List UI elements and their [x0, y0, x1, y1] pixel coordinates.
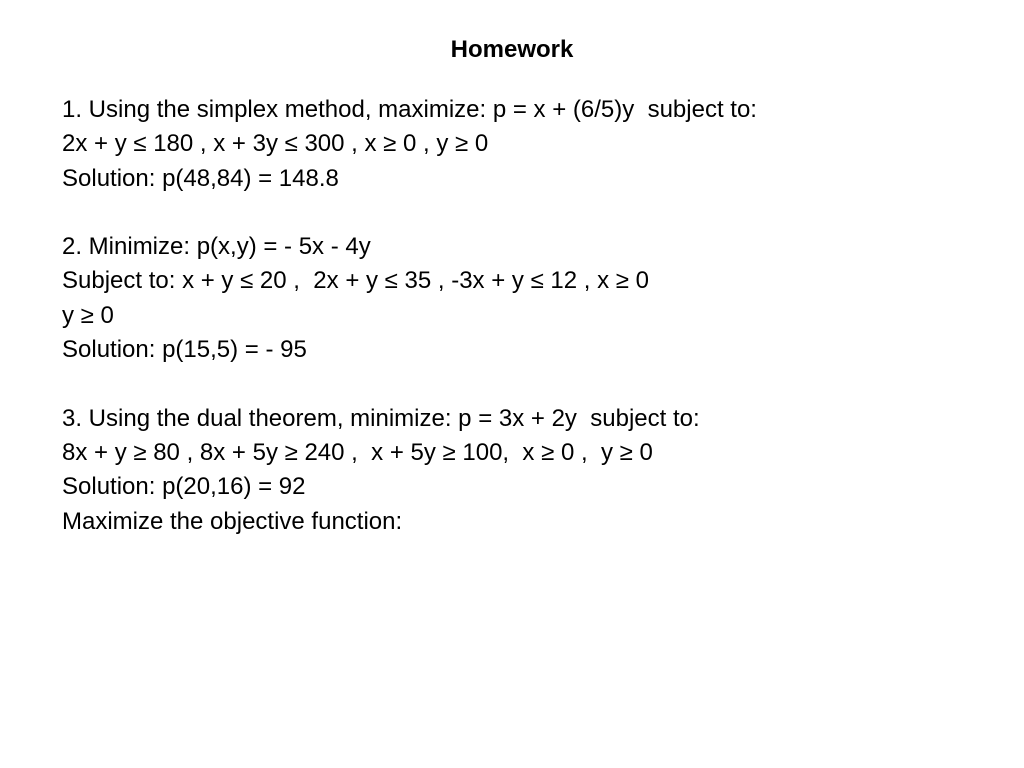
- problem-3: [62, 402, 1002, 539]
- spacer: [62, 367, 1002, 401]
- homework-body: [62, 93, 1002, 539]
- problem-2: [62, 230, 1002, 367]
- spacer: [62, 196, 1002, 230]
- problem-1-solution: Solution: p(48,84) = 148.8: [62, 164, 339, 192]
- problem-1-constraints: 2x + y ≤ 180 , x + 3y ≤ 300 , x ≥ 0 , y ≥ 0: [62, 130, 489, 158]
- problem-2-constraints-cont: y ≥ 0: [62, 301, 114, 329]
- problem-2-constraints: Subject to: x + y ≤ 20 , 2x + y ≤ 35 , -3x + y ≤ 12 , x ≥ 0: [62, 267, 649, 295]
- problem-2-statement: 2. Minimize: p(x,y) = - 5x - 4y: [62, 233, 371, 261]
- problem-1-statement: 1. Using the simplex method, maximize: p = x + (6/5)y subject to:: [62, 96, 757, 123]
- problem-3-constraints: 8x + y ≥ 80 , 8x + 5y ≥ 240 , x + 5y ≥ 100, x ≥ 0 , y ≥ 0: [62, 438, 653, 466]
- problem-3-note: Maximize the objective function:: [62, 507, 403, 535]
- problem-1: [62, 93, 1002, 196]
- problem-3-statement: 3. Using the dual theorem, minimize: p = 3x + 2y subject to:: [62, 404, 700, 432]
- problem-2-solution: Solution: p(15,5) = - 95: [62, 336, 307, 364]
- problem-3-solution: Solution: p(20,16) = 92: [62, 473, 306, 501]
- page-title: Homework: [450, 36, 574, 63]
